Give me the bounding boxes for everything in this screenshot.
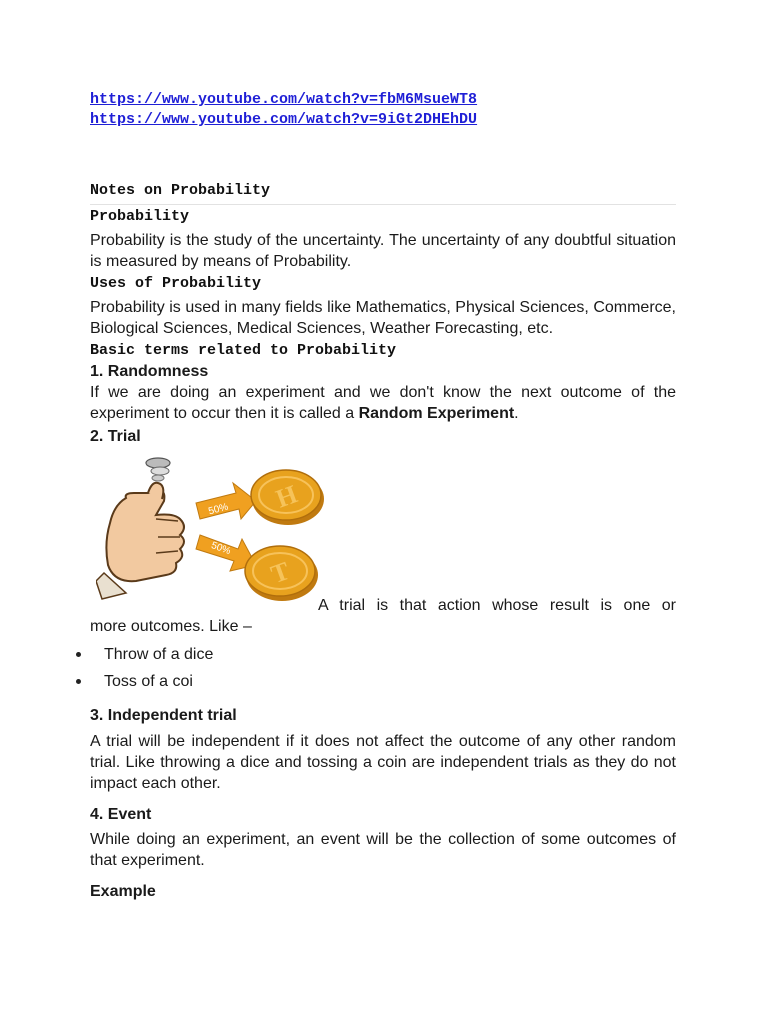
basic-terms-heading: Basic terms related to Probability — [90, 342, 397, 359]
randomness-text: If we are doing an experiment and we don't know the next outcome of the experiment to occur then it is called a — [90, 384, 676, 422]
randomness-heading: 1. Randomness — [90, 363, 209, 380]
trial-illustration-row — [90, 453, 676, 603]
independent-trial-paragraph: A trial will be independent if it does not affect the outcome of any other random trial. Like throwing a dice and tossing a coin are independent trials as they do not impact each other. — [90, 733, 676, 792]
coin-toss-illustration — [96, 453, 326, 603]
list-item — [76, 668, 676, 695]
probability-heading: Probability — [90, 208, 190, 225]
divider — [90, 204, 676, 205]
list-item — [76, 641, 676, 668]
trial-examples-list — [76, 641, 676, 695]
tails-letter: T — [267, 555, 294, 590]
randomness-paragraph — [90, 382, 676, 424]
trial-text-rest: more outcomes. Like – — [90, 618, 252, 635]
heads-letter: H — [272, 479, 302, 514]
bullet-icon — [76, 652, 81, 657]
trial-heading: 2. Trial — [90, 428, 141, 445]
random-experiment-term: Random Experiment — [358, 405, 515, 422]
document-page — [90, 90, 676, 902]
youtube-link-1[interactable]: https://www.youtube.com/watch?v=fbM6MsueWT8 — [90, 91, 478, 108]
event-paragraph: While doing an experiment, an event will be the collection of some outcomes of that experiment. — [90, 831, 676, 869]
list-item-text: Throw of a dice — [104, 646, 214, 663]
list-item-text: Toss of a coi — [104, 673, 193, 690]
spinning-coin-icon — [146, 458, 170, 481]
arrow-up-right-icon — [196, 483, 256, 519]
arrow-top-label: 50% — [207, 501, 230, 518]
arrow-bottom-label: 50% — [209, 540, 233, 558]
tails-coin-icon — [245, 546, 318, 601]
hand-icon — [96, 483, 184, 599]
bullet-icon — [76, 679, 81, 684]
event-heading: 4. Event — [90, 806, 152, 823]
uses-paragraph: Probability is used in many fields like Mathematics, Physical Sciences, Commerce, Biological Sciences, Medical Sciences, Weather Forecasting, etc. — [90, 299, 676, 337]
notes-title: Notes on Probability — [90, 182, 271, 199]
probability-paragraph: Probability is the study of the uncertainty. The uncertainty of any doubtful situation is measured by means of Probability. — [90, 232, 676, 270]
uses-heading: Uses of Probability — [90, 275, 262, 292]
trial-text-first-line: A trial is that action whose result is one or — [318, 597, 676, 614]
independent-trial-heading: 3. Independent trial — [90, 707, 237, 724]
randomness-period: . — [514, 405, 519, 422]
heads-coin-icon — [251, 470, 324, 525]
youtube-link-2[interactable]: https://www.youtube.com/watch?v=9iGt2DHEhDU — [90, 111, 478, 128]
example-heading: Example — [90, 883, 156, 900]
